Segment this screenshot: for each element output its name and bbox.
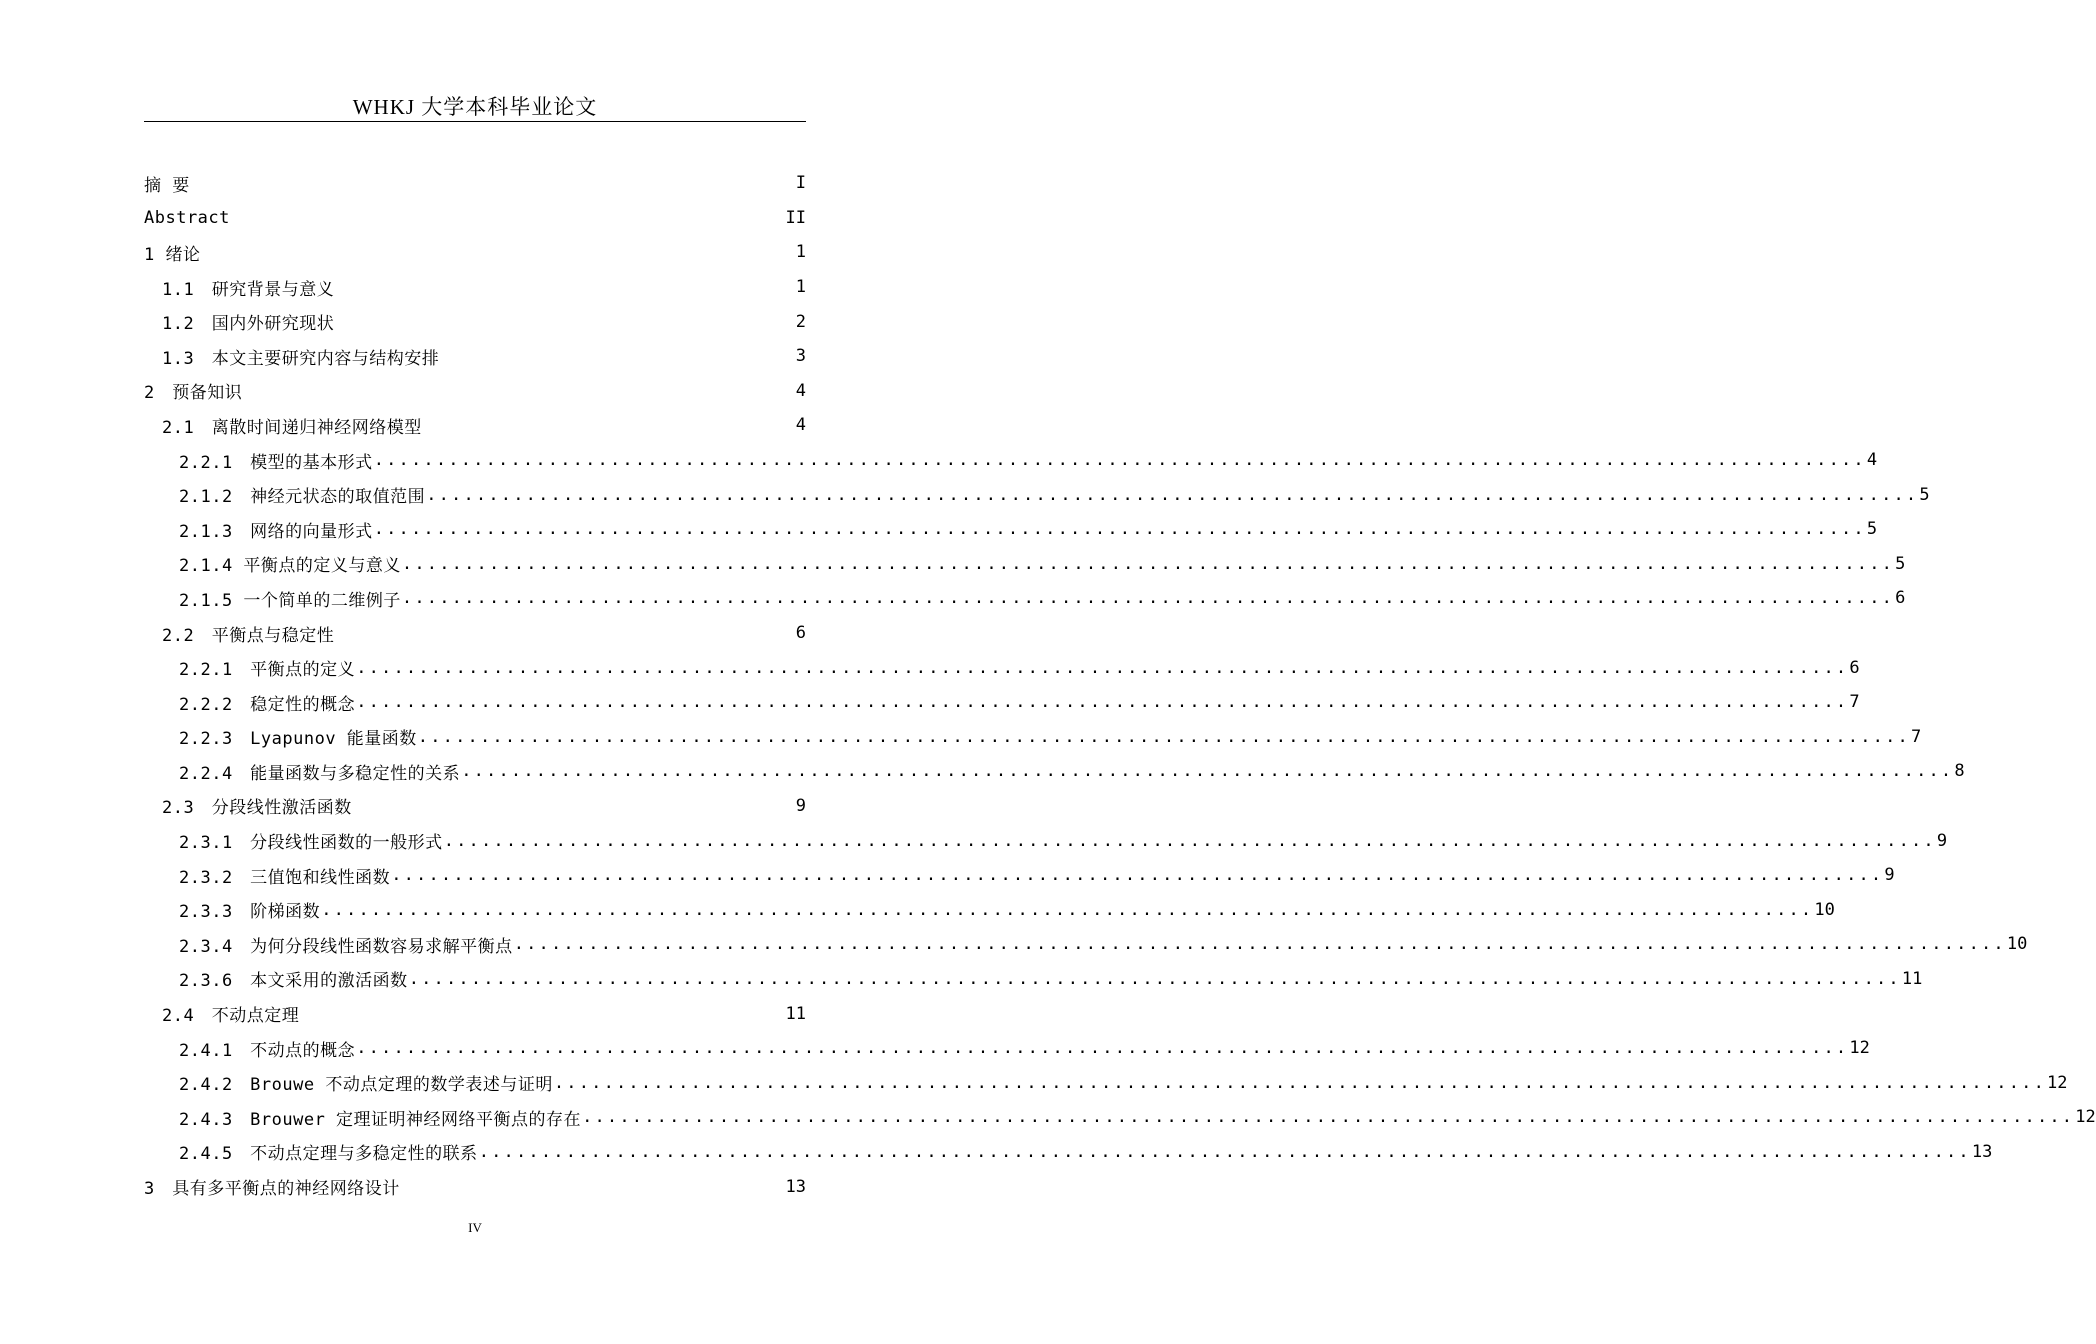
toc-entry-page: 5 bbox=[1919, 484, 1930, 505]
toc-entry-title: 1 绪论 bbox=[144, 244, 201, 265]
toc-entry[interactable] bbox=[144, 512, 1878, 547]
toc-entry[interactable] bbox=[144, 996, 806, 1031]
toc-entry-title: 2.2.1 平衡点的定义 bbox=[179, 660, 356, 681]
toc-entry[interactable] bbox=[144, 927, 2028, 962]
toc-entry-title: 2.1 离散时间递归神经网络模型 bbox=[162, 417, 422, 438]
toc-entry-page: 13 bbox=[1971, 1141, 1993, 1162]
toc-entry-title: 1.1 研究背景与意义 bbox=[162, 279, 335, 300]
toc-entry-title: 2.3.4 为何分段线性函数容易求解平衡点 bbox=[179, 936, 513, 957]
toc-entry-page: II bbox=[785, 207, 806, 228]
toc-entry-page: 1 bbox=[795, 242, 806, 263]
toc-entry[interactable] bbox=[144, 1065, 2068, 1100]
toc-entry[interactable] bbox=[144, 339, 806, 374]
toc-entry-title: 2.3.3 阶梯函数 bbox=[179, 902, 321, 923]
toc-entry-title: 2.3.1 分段线性函数的一般形式 bbox=[179, 833, 443, 854]
toc-entry-page: 5 bbox=[1895, 553, 1906, 574]
toc-dot-leader: ........................................................................................................................ bbox=[401, 588, 1895, 609]
toc-dot-leader: ........................................................................................................................ bbox=[478, 1141, 1971, 1162]
toc-entry-title: 2.3.6 本文采用的激活函数 bbox=[179, 971, 408, 992]
toc-entry[interactable] bbox=[144, 1169, 806, 1204]
toc-entry-page: 11 bbox=[1901, 968, 1923, 989]
toc-dot-leader: ........................................................................................................................ bbox=[417, 726, 1910, 747]
toc-entry-page: 1 bbox=[795, 277, 806, 298]
toc-entry-title: 2.2.1 模型的基本形式 bbox=[179, 452, 373, 473]
toc-entry-title: 1.3 本文主要研究内容与结构安排 bbox=[162, 348, 440, 369]
toc-dot-leader: ........................................................................................................................ bbox=[356, 1038, 1849, 1059]
toc-dot-leader: ........................................................................................................................ bbox=[373, 450, 1866, 471]
toc-entry-title: 2.1.3 网络的向量形式 bbox=[179, 521, 373, 542]
toc-entry-page: 9 bbox=[1936, 830, 1948, 851]
toc-dot-leader: ........................................................................................................................ bbox=[401, 553, 1895, 574]
toc-entry-page: 6 bbox=[1895, 588, 1906, 609]
toc-entry[interactable] bbox=[144, 962, 1923, 997]
toc-entry-page: 4 bbox=[795, 415, 806, 436]
toc-entry-title: 2.3.2 三值饱和线性函数 bbox=[179, 867, 391, 888]
toc-entry[interactable] bbox=[144, 443, 1878, 478]
toc-entry[interactable] bbox=[144, 201, 806, 236]
toc-entry-page: 7 bbox=[1910, 726, 1922, 747]
toc-dot-leader: ........................................................................................................................ bbox=[461, 761, 1954, 782]
toc-dot-leader: ........................................................................................................................ bbox=[443, 830, 1936, 851]
toc-entry-page: 4 bbox=[1866, 450, 1878, 471]
toc-entry[interactable] bbox=[144, 823, 1948, 858]
toc-entry[interactable] bbox=[144, 270, 806, 305]
toc-entry[interactable] bbox=[144, 789, 806, 824]
toc-entry[interactable] bbox=[144, 166, 806, 201]
toc-entry-page: 8 bbox=[1954, 761, 1965, 782]
toc-entry-page: 9 bbox=[1884, 865, 1895, 886]
toc-entry[interactable] bbox=[144, 1031, 1870, 1066]
toc-entry-title: 2.1.5 一个简单的二维例子 bbox=[179, 590, 401, 611]
toc-entry[interactable] bbox=[144, 1135, 1993, 1170]
toc-entry[interactable] bbox=[144, 754, 1965, 789]
toc-entry[interactable] bbox=[144, 685, 1860, 720]
toc-entry-title: 2.2.3 Lyapunov 能量函数 bbox=[179, 729, 417, 750]
toc-entry[interactable] bbox=[144, 616, 806, 651]
toc-dot-leader: ........................................................................................................................ bbox=[373, 519, 1866, 540]
toc-entry-page: 13 bbox=[785, 1176, 806, 1197]
toc-entry[interactable] bbox=[144, 720, 1922, 755]
header-rule bbox=[144, 121, 806, 122]
toc-entry[interactable] bbox=[144, 892, 1835, 927]
running-header: WHKJ 大学本科毕业论文 bbox=[352, 95, 598, 119]
toc-entry[interactable] bbox=[144, 858, 1895, 893]
toc-entry-page: 3 bbox=[795, 346, 806, 367]
toc-entry[interactable] bbox=[144, 1100, 2096, 1135]
toc-entry-title: 2.1.2 神经元状态的取值范围 bbox=[179, 487, 426, 508]
toc-entry-page: 5 bbox=[1866, 519, 1878, 540]
toc-entry[interactable] bbox=[144, 581, 1906, 616]
toc-entry-title: 2.3 分段线性激活函数 bbox=[162, 798, 352, 819]
toc-dot-leader: ........................................................................................................................ bbox=[582, 1107, 2075, 1128]
toc-entry-title: 2.2 平衡点与稳定性 bbox=[162, 625, 335, 646]
toc-entry-page: 2 bbox=[795, 311, 806, 332]
toc-entry-page: 11 bbox=[785, 1003, 806, 1024]
toc-entry[interactable] bbox=[144, 547, 1906, 582]
toc-entry-page: 10 bbox=[1814, 899, 1835, 920]
toc-entry-page: 6 bbox=[1849, 657, 1860, 678]
toc-entry-page: 9 bbox=[795, 795, 806, 816]
toc-entry-page: 6 bbox=[795, 623, 806, 644]
page-number: IV bbox=[468, 1220, 482, 1235]
toc-entry[interactable] bbox=[144, 408, 806, 443]
toc-entry-page: 4 bbox=[795, 380, 806, 401]
toc-entry-title: 3 具有多平衡点的神经网络设计 bbox=[144, 1179, 400, 1200]
toc-entry[interactable] bbox=[144, 650, 1860, 685]
toc-entry-title: 2.4.5 不动点定理与多稳定性的联系 bbox=[179, 1144, 478, 1165]
toc-entry-page: 12 bbox=[1849, 1038, 1870, 1059]
toc-entry-title: 2.4.1 不动点的概念 bbox=[179, 1040, 356, 1061]
toc-dot-leader: ........................................................................................................................ bbox=[356, 657, 1849, 678]
toc-entry[interactable] bbox=[144, 235, 806, 270]
toc-entry-title: 2.2.4 能量函数与多稳定性的关系 bbox=[179, 763, 461, 784]
toc-entry-page: 7 bbox=[1849, 692, 1860, 713]
toc-entry-title: Abstract bbox=[144, 207, 230, 228]
toc-entry-title: 2.4 不动点定理 bbox=[162, 1006, 300, 1027]
toc-entry-title: 摘 要 bbox=[144, 175, 190, 196]
toc-entry-title: 1.2 国内外研究现状 bbox=[162, 314, 335, 335]
table-of-contents bbox=[144, 166, 2096, 1204]
toc-entry[interactable] bbox=[144, 374, 806, 409]
toc-entry[interactable] bbox=[144, 477, 1930, 512]
toc-entry-page: 10 bbox=[2006, 934, 2028, 955]
toc-dot-leader: ........................................................................................................................ bbox=[513, 934, 2006, 955]
toc-dot-leader: ........................................................................................................................ bbox=[553, 1072, 2047, 1093]
toc-entry-page: I bbox=[795, 173, 806, 194]
toc-dot-leader: ........................................................................................................................ bbox=[356, 692, 1849, 713]
toc-dot-leader: ........................................................................................................................ bbox=[408, 968, 1901, 989]
toc-entry[interactable] bbox=[144, 304, 806, 339]
toc-dot-leader: ........................................................................................................................ bbox=[426, 484, 1919, 505]
toc-dot-leader: ........................................................................................................................ bbox=[391, 865, 1884, 886]
toc-entry-page: 12 bbox=[2047, 1072, 2068, 1093]
toc-entry-title: 2.1.4 平衡点的定义与意义 bbox=[179, 556, 401, 577]
toc-entry-title: 2 预备知识 bbox=[144, 383, 243, 404]
toc-entry-page: 12 bbox=[2075, 1107, 2096, 1128]
toc-entry-title: 2.4.3 Brouwer 定理证明神经网络平衡点的存在 bbox=[179, 1109, 582, 1130]
toc-entry-title: 2.4.2 Brouwe 不动点定理的数学表述与证明 bbox=[179, 1075, 553, 1096]
toc-entry-title: 2.2.2 稳定性的概念 bbox=[179, 694, 356, 715]
toc-dot-leader: ........................................................................................................................ bbox=[321, 899, 1814, 920]
